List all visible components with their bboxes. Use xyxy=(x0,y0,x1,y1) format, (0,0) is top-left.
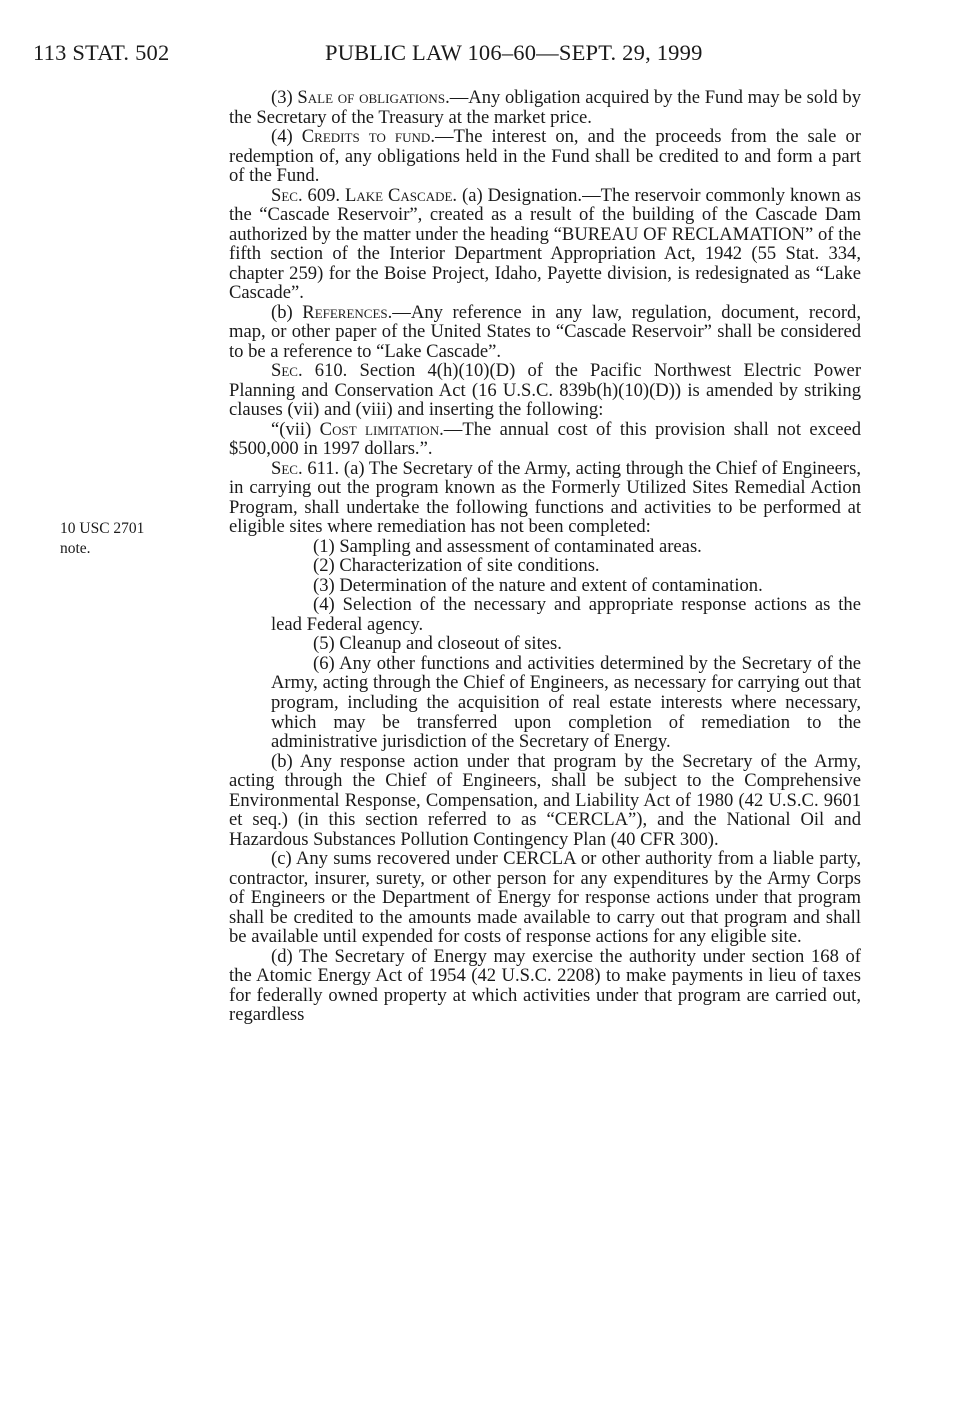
paragraph xyxy=(229,186,861,303)
paragraph xyxy=(229,849,861,947)
paragraph xyxy=(229,361,861,420)
running-head xyxy=(33,38,923,68)
paragraph-text: (a) The Secretary of the Army, acting through the Chief of Engineers, in carrying out the program known as the Formerly Utilized Sites Remedial Action Program, shall undertake the following functions and activities to be performed at eligible sites where remediation has not been completed: xyxy=(229,457,861,538)
paragraph-lead: (1) xyxy=(313,535,340,557)
paragraph-text: .—Any obligation acquired by the Fund may be sold by the Secretary of the Treasury at the market price. xyxy=(229,87,862,128)
stat-page-number: 113 STAT. 502 xyxy=(33,40,170,65)
paragraph-lead: (d) xyxy=(271,945,299,967)
body-text xyxy=(229,88,861,1025)
paragraph-heading: Cost limitation xyxy=(319,418,440,440)
paragraph-lead: (4) xyxy=(271,126,302,148)
paragraph-lead: (b) xyxy=(271,301,303,323)
paragraph xyxy=(271,556,861,576)
paragraph-text: Any response action under that program by the Secretary of the Army, acting through the Chief of Engineers, shall be subject to the Comprehensive Environmental Response, Compensation, and Liability Act of 1980 (42 U.S.C. 9601 et seq.) (in this section referred to as “CERCLA”), and the National Oil and Hazardous Substances Pollution Contingency Plan (40 CFR 300). xyxy=(229,750,862,850)
paragraph xyxy=(229,752,861,850)
paragraph xyxy=(271,595,861,634)
paragraph-text: Section 4(h)(10)(D) of the Pacific Northwest Electric Power Planning and Conservation Act (16 U.S.C. 839b(h)(10)(D)) is amended by striking clauses (vii) and (viii) and inserting the following: xyxy=(229,360,862,421)
paragraph-lead: (3) xyxy=(271,87,298,108)
paragraph-lead: Sec. 609. xyxy=(271,184,345,206)
paragraph-lead: (2) xyxy=(313,555,340,577)
public-law-title: PUBLIC LAW 106–60—SEPT. 29, 1999 xyxy=(325,40,703,65)
paragraph xyxy=(229,303,861,362)
paragraph-text: Selection of the necessary and appropriate response actions as the lead Federal agency. xyxy=(271,594,861,635)
paragraph-heading: Lake Cascade xyxy=(345,184,453,206)
paragraph-text: Any other functions and activities determined by the Secretary of the Army, acting through the Chief of Engineers, as necessary for carrying out that program, including the acquisition of real estate interests where necessary, which may be transferred upon completion of remediation to the administrative jurisdiction of the Secretary of Energy. xyxy=(271,652,861,753)
paragraph-text: .—Any reference in any law, regulation, document, record, map, or other paper of the United States to “Cascade Reservoir” shall be considered to be a reference to “Lake Cascade”. xyxy=(229,301,861,362)
paragraph-heading: References xyxy=(302,301,388,323)
paragraph xyxy=(229,127,861,186)
paragraph-lead: Sec. 610. xyxy=(271,360,360,382)
paragraph-text: . (a) Designation.—The reservoir commonly known as the “Cascade Reservoir”, created as a result of the building of the Cascade Dam authorized by the matter under the heading “BUREAU OF RECLAMATION” of the fifth section of the Interior Department Appropriation Act, 1942 (55 Stat. 334, chapter 259) for the Boise Project, Idaho, Payette division, is redesignated as “Lake Cascade”. xyxy=(229,184,861,304)
paragraph-text: Cleanup and closeout of sites. xyxy=(339,633,562,655)
margin-note-label: note. xyxy=(60,539,91,557)
paragraph-text: .—The annual cost of this provision shall not exceed $500,000 in 1997 dollars.”. xyxy=(229,418,861,460)
paragraph-lead: (3) xyxy=(313,574,340,596)
paragraph-text: Characterization of site conditions. xyxy=(339,555,600,577)
paragraph xyxy=(229,947,861,1025)
paragraph-lead: “(vii) xyxy=(271,418,320,440)
paragraph-text: Any sums recovered under CERCLA or other authority from a liable party, contractor, insurer, surety, or other person for any expenditures by the Army Corps of Engineers or the Department of Energy for response actions under that program shall be credited to the amounts made available to carry out that program and shall be available until expended for costs of response actions for any eligible site. xyxy=(229,848,861,948)
margin-note-citation: 10 USC 2701 xyxy=(60,520,145,537)
paragraph-lead: (b) xyxy=(271,750,300,772)
paragraph-text: The Secretary of Energy may exercise the authority under section 168 of the Atomic Energy Act of 1954 (42 U.S.C. 2208) to make payments in lieu of taxes for federally owned property at which activities under that program are carried out, regardless xyxy=(229,945,861,1026)
paragraph-lead: Sec. 611. xyxy=(271,457,344,479)
margin-note xyxy=(60,519,200,558)
paragraph xyxy=(271,634,861,654)
paragraph-text: Determination of the nature and extent of contamination. xyxy=(339,574,763,596)
paragraph-heading: Sale of obligations xyxy=(297,87,446,108)
paragraph xyxy=(229,88,861,127)
paragraph-lead: (5) xyxy=(313,633,340,655)
paragraph xyxy=(271,537,861,557)
paragraph xyxy=(271,654,861,752)
paragraph-text: Sampling and assessment of contaminated areas. xyxy=(339,535,702,557)
paragraph-lead: (c) xyxy=(271,848,296,870)
paragraph-text: .—The interest on, and the proceeds from the sale or redemption of, any obligations held in the Fund shall be credited to and form a part of the Fund. xyxy=(229,126,861,187)
paragraph-lead: (6) xyxy=(313,652,340,674)
paragraph xyxy=(271,576,861,596)
paragraph xyxy=(229,459,861,537)
paragraph-lead: (4) xyxy=(313,594,343,616)
paragraph xyxy=(229,420,861,459)
paragraph-heading: Credits to fund xyxy=(301,126,431,148)
